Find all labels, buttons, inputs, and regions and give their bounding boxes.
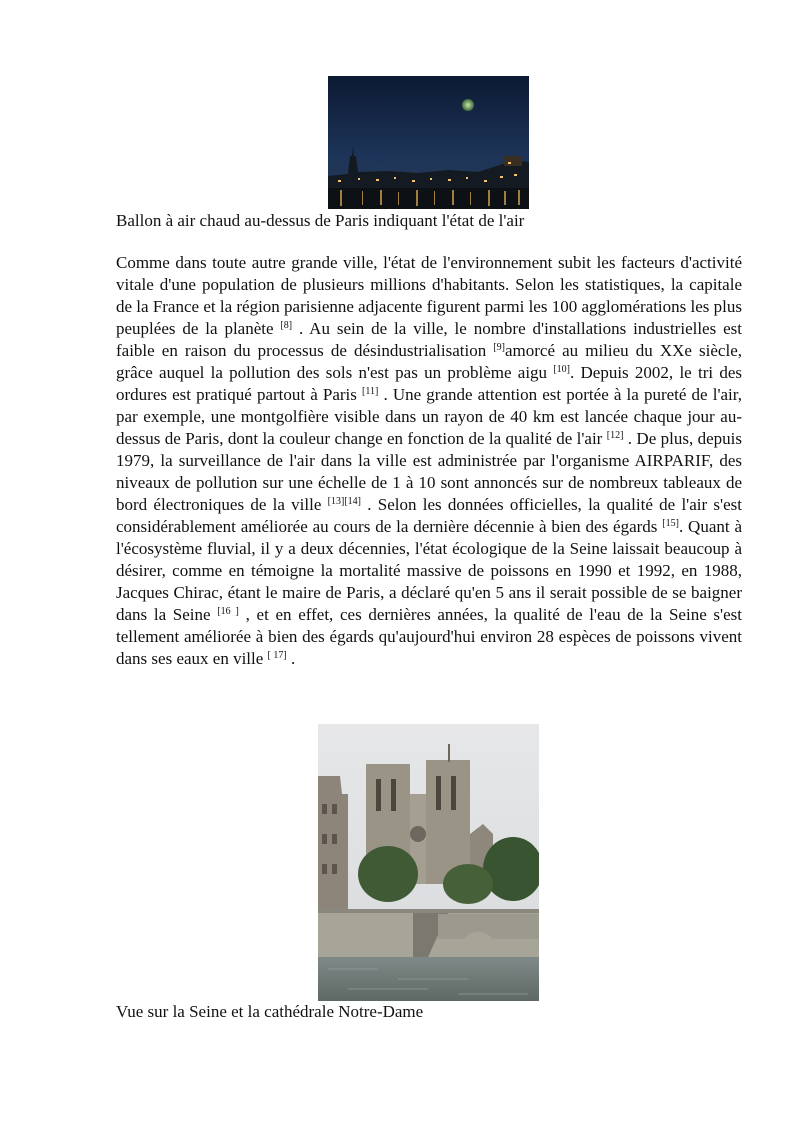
reference-11[interactable]: [11]	[362, 386, 379, 397]
figure-caption: Vue sur la Seine et la cathédrale Notre-Dame	[116, 1002, 424, 1021]
text-span: , et en effet, ces dernières années, la qualité de l'eau de la Seine s'est tellement améliorée à bien des égards qu'aujourd'hui environ 28 espèces de poissons vivent dans ses eaux en ville	[116, 605, 742, 668]
reference-16[interactable]: [16 ]	[217, 606, 239, 617]
reference-9[interactable]: [9]	[493, 342, 505, 353]
reference-14[interactable]: [14]	[344, 496, 361, 507]
text-span: . Quant à l'écosystème fluvial, il y a deux décennies, l'état écologique de la Seine laissait beaucoup à désirer, comme en témoigne la mortalité massive de poissons en 1990 et 1992, en 1988, Jacques Chirac, étant le maire de Paris, a déclaré qu'en 5 ans il serait possible de se baigner dans la Seine	[116, 517, 742, 624]
text-span: . Une grande attention est portée à la pureté de l'air, par exemple, une montgolfière visible dans un rayon de 40 km est lancée chaque jour au-dessus de Paris, dont la couleur change en fonction de la qualité de l'air	[116, 385, 742, 448]
reference-12[interactable]: [12]	[606, 430, 624, 441]
figure-caption: Ballon à air chaud au-dessus de Paris indiquant l'état de l'air	[116, 211, 525, 230]
reference-8[interactable]: [8]	[280, 320, 293, 331]
balloon-icon	[462, 99, 474, 111]
text-span: . Depuis 2002, le tri des ordures est pratiqué partout à Paris	[116, 363, 742, 404]
body-paragraph	[116, 252, 742, 670]
text-span: amorcé au milieu du XXe siècle, grâce auquel la pollution des sols n'est pas un problème aigu	[116, 341, 742, 382]
text-span: .	[286, 649, 296, 668]
text-span: . De plus, depuis 1979, la surveillance de l'air dans la ville est administrée par l'organisme AIRPARIF, des niveaux de pollution sur une échelle de 1 à 10 sont annoncés sur de nombreux tableaux de bord électroniques de la ville	[116, 429, 742, 514]
notre-dame-illustration	[318, 724, 539, 1001]
reference-15[interactable]: [15]	[662, 518, 679, 529]
paris-night-balloon-photo	[328, 76, 529, 209]
paris-night-illustration	[328, 76, 529, 209]
notre-dame-seine-photo	[318, 724, 539, 1001]
reference-10[interactable]: [10]	[553, 364, 570, 375]
text-span: . Selon les données officielles, la qualité de l'air s'est considérablement améliorée au cours de la dernière décennie à bien des égards	[116, 495, 742, 536]
text-span: Comme dans toute autre grande ville, l'état de l'environnement subit les facteurs d'activité vitale d'une population de plusieurs millions d'habitants. Selon les statistiques, la capitale de la France et la région parisienne adjacente figurent parmi les 100 agglomérations les plus peuplées de la planète	[116, 253, 742, 338]
text-span: . Au sein de la ville, le nombre d'installations industrielles est faible en raison du processus de désindustrialisation	[116, 319, 742, 360]
reference-17[interactable]: [ 17]	[267, 650, 287, 661]
reference-13[interactable]: [13]	[327, 496, 345, 507]
